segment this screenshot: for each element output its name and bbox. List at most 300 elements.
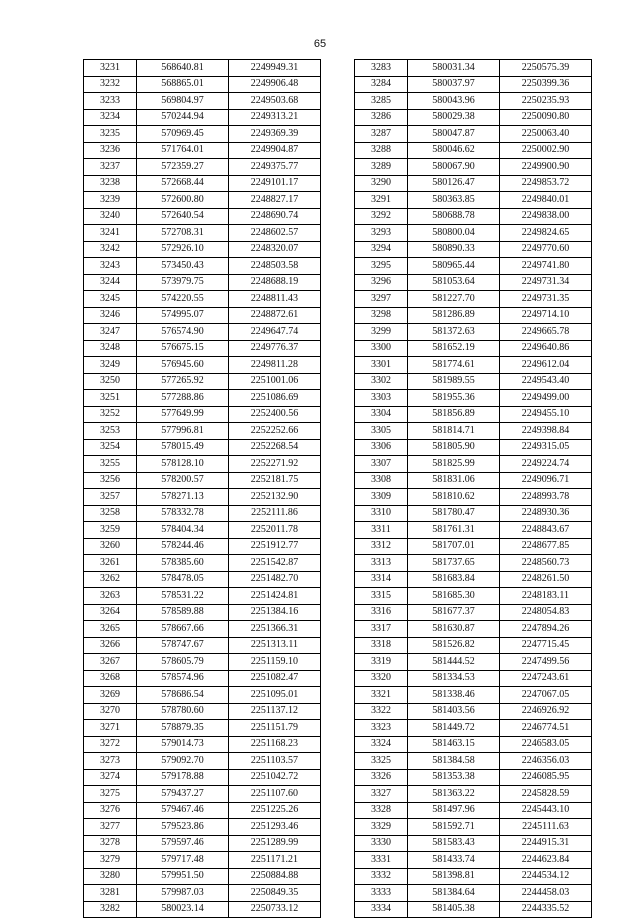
y-coordinate-cell: 2249949.31	[229, 60, 321, 77]
point-number-cell: 3322	[355, 703, 408, 720]
point-number-cell: 3327	[355, 786, 408, 803]
point-number-cell: 3324	[355, 736, 408, 753]
y-coordinate-cell: 2248677.85	[500, 538, 592, 555]
point-number-cell: 3269	[84, 687, 137, 704]
point-number-cell: 3242	[84, 241, 137, 258]
point-number-cell: 3308	[355, 472, 408, 489]
y-coordinate-cell: 2249096.71	[500, 472, 592, 489]
table-row	[84, 291, 321, 308]
y-coordinate-cell: 2252252.66	[229, 423, 321, 440]
point-number-cell: 3314	[355, 571, 408, 588]
point-number-cell: 3283	[355, 60, 408, 77]
y-coordinate-cell: 2249731.34	[500, 274, 592, 291]
point-number-cell: 3264	[84, 604, 137, 621]
point-number-cell: 3256	[84, 472, 137, 489]
table-row	[355, 274, 592, 291]
point-number-cell: 3276	[84, 802, 137, 819]
point-number-cell: 3320	[355, 670, 408, 687]
x-coordinate-cell: 577265.92	[137, 373, 229, 390]
x-coordinate-cell: 576945.60	[137, 357, 229, 374]
table-row	[84, 208, 321, 225]
table-row	[84, 736, 321, 753]
point-number-cell: 3318	[355, 637, 408, 654]
point-number-cell: 3328	[355, 802, 408, 819]
point-number-cell: 3252	[84, 406, 137, 423]
y-coordinate-cell: 2244623.84	[500, 852, 592, 869]
y-coordinate-cell: 2249224.74	[500, 456, 592, 473]
point-number-cell: 3254	[84, 439, 137, 456]
table-row	[84, 109, 321, 126]
x-coordinate-cell: 580688.78	[408, 208, 500, 225]
table-row	[84, 604, 321, 621]
x-coordinate-cell: 578879.35	[137, 720, 229, 737]
point-number-cell: 3257	[84, 489, 137, 506]
point-number-cell: 3278	[84, 835, 137, 852]
y-coordinate-cell: 2250090.80	[500, 109, 592, 126]
x-coordinate-cell: 581810.62	[408, 489, 500, 506]
table-row	[84, 670, 321, 687]
point-number-cell: 3297	[355, 291, 408, 308]
y-coordinate-cell: 2249770.60	[500, 241, 592, 258]
y-coordinate-cell: 2247894.26	[500, 621, 592, 638]
y-coordinate-cell: 2251103.57	[229, 753, 321, 770]
x-coordinate-cell: 581583.43	[408, 835, 500, 852]
point-number-cell: 3281	[84, 885, 137, 902]
table-row	[84, 588, 321, 605]
table-row	[84, 703, 321, 720]
y-coordinate-cell: 2248320.07	[229, 241, 321, 258]
x-coordinate-cell: 581805.90	[408, 439, 500, 456]
x-coordinate-cell: 573979.75	[137, 274, 229, 291]
y-coordinate-cell: 2250575.39	[500, 60, 592, 77]
table-row	[355, 637, 592, 654]
x-coordinate-cell: 578574.96	[137, 670, 229, 687]
y-coordinate-cell: 2249776.37	[229, 340, 321, 357]
point-number-cell: 3293	[355, 225, 408, 242]
point-number-cell: 3244	[84, 274, 137, 291]
y-coordinate-cell: 2252181.75	[229, 472, 321, 489]
x-coordinate-cell: 572668.44	[137, 175, 229, 192]
x-coordinate-cell: 568640.81	[137, 60, 229, 77]
point-number-cell: 3301	[355, 357, 408, 374]
point-number-cell: 3261	[84, 555, 137, 572]
table-row	[84, 720, 321, 737]
point-number-cell: 3307	[355, 456, 408, 473]
y-coordinate-cell: 2244915.31	[500, 835, 592, 852]
table-row	[84, 654, 321, 671]
y-coordinate-cell: 2246774.51	[500, 720, 592, 737]
point-number-cell: 3273	[84, 753, 137, 770]
table-row	[355, 76, 592, 93]
y-coordinate-cell: 2249499.00	[500, 390, 592, 407]
table-row	[355, 456, 592, 473]
table-row	[84, 852, 321, 869]
y-coordinate-cell: 2251171.21	[229, 852, 321, 869]
point-number-cell: 3289	[355, 159, 408, 176]
y-coordinate-cell: 2249714.10	[500, 307, 592, 324]
x-coordinate-cell: 581761.31	[408, 522, 500, 539]
y-coordinate-cell: 2246085.95	[500, 769, 592, 786]
x-coordinate-cell: 580031.34	[408, 60, 500, 77]
x-coordinate-cell: 578404.34	[137, 522, 229, 539]
point-number-cell: 3332	[355, 868, 408, 885]
point-number-cell: 3315	[355, 588, 408, 605]
point-number-cell: 3291	[355, 192, 408, 209]
coordinate-table-right	[354, 59, 592, 918]
y-coordinate-cell: 2249647.74	[229, 324, 321, 341]
x-coordinate-cell: 580046.62	[408, 142, 500, 159]
y-coordinate-cell: 2246356.03	[500, 753, 592, 770]
y-coordinate-cell: 2251424.81	[229, 588, 321, 605]
table-row	[84, 126, 321, 143]
table-row	[355, 291, 592, 308]
point-number-cell: 3311	[355, 522, 408, 539]
y-coordinate-cell: 2244335.52	[500, 901, 592, 918]
point-number-cell: 3271	[84, 720, 137, 737]
x-coordinate-cell: 578686.54	[137, 687, 229, 704]
x-coordinate-cell: 581677.37	[408, 604, 500, 621]
y-coordinate-cell: 2248183.11	[500, 588, 592, 605]
table-row	[355, 357, 592, 374]
point-number-cell: 3266	[84, 637, 137, 654]
y-coordinate-cell: 2251159.10	[229, 654, 321, 671]
table-row	[355, 307, 592, 324]
y-coordinate-cell: 2248930.36	[500, 505, 592, 522]
table-row	[355, 192, 592, 209]
x-coordinate-cell: 581444.52	[408, 654, 500, 671]
point-number-cell: 3277	[84, 819, 137, 836]
point-number-cell: 3260	[84, 538, 137, 555]
table-row	[355, 142, 592, 159]
point-number-cell: 3284	[355, 76, 408, 93]
point-number-cell: 3326	[355, 769, 408, 786]
x-coordinate-cell: 581707.01	[408, 538, 500, 555]
x-coordinate-cell: 580890.33	[408, 241, 500, 258]
y-coordinate-cell: 2248872.61	[229, 307, 321, 324]
point-number-cell: 3316	[355, 604, 408, 621]
point-number-cell: 3331	[355, 852, 408, 869]
x-coordinate-cell: 572600.80	[137, 192, 229, 209]
table-row	[84, 192, 321, 209]
point-number-cell: 3309	[355, 489, 408, 506]
point-number-cell: 3274	[84, 769, 137, 786]
table-row	[355, 786, 592, 803]
point-number-cell: 3247	[84, 324, 137, 341]
x-coordinate-cell: 581227.70	[408, 291, 500, 308]
x-coordinate-cell: 581497.96	[408, 802, 500, 819]
table-row	[84, 142, 321, 159]
y-coordinate-cell: 2249369.39	[229, 126, 321, 143]
x-coordinate-cell: 581683.84	[408, 571, 500, 588]
point-number-cell: 3245	[84, 291, 137, 308]
point-number-cell: 3251	[84, 390, 137, 407]
point-number-cell: 3246	[84, 307, 137, 324]
x-coordinate-cell: 578589.88	[137, 604, 229, 621]
point-number-cell: 3248	[84, 340, 137, 357]
y-coordinate-cell: 2244534.12	[500, 868, 592, 885]
table-row	[355, 687, 592, 704]
x-coordinate-cell: 579523.86	[137, 819, 229, 836]
table-row	[84, 406, 321, 423]
y-coordinate-cell: 2249824.65	[500, 225, 592, 242]
x-coordinate-cell: 574220.55	[137, 291, 229, 308]
table-row	[84, 439, 321, 456]
y-coordinate-cell: 2251168.23	[229, 736, 321, 753]
y-coordinate-cell: 2250849.35	[229, 885, 321, 902]
y-coordinate-cell: 2251042.72	[229, 769, 321, 786]
x-coordinate-cell: 581592.71	[408, 819, 500, 836]
table-row	[355, 241, 592, 258]
table-row	[84, 901, 321, 918]
x-coordinate-cell: 580037.97	[408, 76, 500, 93]
x-coordinate-cell: 581334.53	[408, 670, 500, 687]
y-coordinate-cell: 2251095.01	[229, 687, 321, 704]
table-row	[84, 555, 321, 572]
x-coordinate-cell: 577288.86	[137, 390, 229, 407]
y-coordinate-cell: 2247243.61	[500, 670, 592, 687]
y-coordinate-cell: 2251137.12	[229, 703, 321, 720]
x-coordinate-cell: 578385.60	[137, 555, 229, 572]
point-number-cell: 3305	[355, 423, 408, 440]
y-coordinate-cell: 2245443.10	[500, 802, 592, 819]
point-number-cell: 3302	[355, 373, 408, 390]
table-row	[84, 390, 321, 407]
table-row	[355, 736, 592, 753]
y-coordinate-cell: 2249455.10	[500, 406, 592, 423]
point-number-cell: 3233	[84, 93, 137, 110]
table-row	[84, 505, 321, 522]
y-coordinate-cell: 2251107.60	[229, 786, 321, 803]
x-coordinate-cell: 581814.71	[408, 423, 500, 440]
y-coordinate-cell: 2249101.17	[229, 175, 321, 192]
x-coordinate-cell: 581363.22	[408, 786, 500, 803]
x-coordinate-cell: 576675.15	[137, 340, 229, 357]
table-row	[84, 786, 321, 803]
x-coordinate-cell: 581652.19	[408, 340, 500, 357]
table-row	[355, 373, 592, 390]
x-coordinate-cell: 569804.97	[137, 93, 229, 110]
x-coordinate-cell: 581353.38	[408, 769, 500, 786]
point-number-cell: 3310	[355, 505, 408, 522]
point-number-cell: 3240	[84, 208, 137, 225]
x-coordinate-cell: 581405.38	[408, 901, 500, 918]
table-row	[355, 505, 592, 522]
y-coordinate-cell: 2250733.12	[229, 901, 321, 918]
x-coordinate-cell: 581989.55	[408, 373, 500, 390]
point-number-cell: 3231	[84, 60, 137, 77]
x-coordinate-cell: 578244.46	[137, 538, 229, 555]
y-coordinate-cell: 2249315.05	[500, 439, 592, 456]
point-number-cell: 3272	[84, 736, 137, 753]
x-coordinate-cell: 578780.60	[137, 703, 229, 720]
x-coordinate-cell: 581774.61	[408, 357, 500, 374]
x-coordinate-cell: 581463.15	[408, 736, 500, 753]
table-row	[84, 274, 321, 291]
point-number-cell: 3232	[84, 76, 137, 93]
x-coordinate-cell: 581433.74	[408, 852, 500, 869]
x-coordinate-cell: 581449.72	[408, 720, 500, 737]
y-coordinate-cell: 2245111.63	[500, 819, 592, 836]
x-coordinate-cell: 581831.06	[408, 472, 500, 489]
point-number-cell: 3285	[355, 93, 408, 110]
x-coordinate-cell: 577996.81	[137, 423, 229, 440]
point-number-cell: 3279	[84, 852, 137, 869]
table-row	[355, 835, 592, 852]
x-coordinate-cell: 574995.07	[137, 307, 229, 324]
y-coordinate-cell: 2250063.40	[500, 126, 592, 143]
x-coordinate-cell: 581398.81	[408, 868, 500, 885]
table-row	[84, 423, 321, 440]
point-number-cell: 3280	[84, 868, 137, 885]
point-number-cell: 3294	[355, 241, 408, 258]
table-row	[84, 456, 321, 473]
table-row	[355, 852, 592, 869]
y-coordinate-cell: 2248261.50	[500, 571, 592, 588]
point-number-cell: 3317	[355, 621, 408, 638]
table-row	[84, 357, 321, 374]
point-number-cell: 3312	[355, 538, 408, 555]
table-row	[355, 571, 592, 588]
x-coordinate-cell: 581526.82	[408, 637, 500, 654]
y-coordinate-cell: 2248690.74	[229, 208, 321, 225]
point-number-cell: 3319	[355, 654, 408, 671]
table-row	[355, 670, 592, 687]
x-coordinate-cell: 578667.66	[137, 621, 229, 638]
table-row	[355, 208, 592, 225]
table-row	[84, 159, 321, 176]
x-coordinate-cell: 578332.78	[137, 505, 229, 522]
table-row	[355, 901, 592, 918]
y-coordinate-cell: 2249612.04	[500, 357, 592, 374]
point-number-cell: 3267	[84, 654, 137, 671]
table-row	[84, 324, 321, 341]
y-coordinate-cell: 2249503.68	[229, 93, 321, 110]
point-number-cell: 3304	[355, 406, 408, 423]
y-coordinate-cell: 2248688.19	[229, 274, 321, 291]
x-coordinate-cell: 581384.64	[408, 885, 500, 902]
x-coordinate-cell: 581384.58	[408, 753, 500, 770]
y-coordinate-cell: 2251001.06	[229, 373, 321, 390]
table-row	[355, 109, 592, 126]
table-row	[84, 307, 321, 324]
y-coordinate-cell: 2250002.90	[500, 142, 592, 159]
x-coordinate-cell: 568865.01	[137, 76, 229, 93]
y-coordinate-cell: 2249853.72	[500, 175, 592, 192]
x-coordinate-cell: 578478.05	[137, 571, 229, 588]
table-row	[355, 225, 592, 242]
x-coordinate-cell: 580023.14	[137, 901, 229, 918]
table-row	[84, 373, 321, 390]
table-row	[84, 753, 321, 770]
y-coordinate-cell: 2247067.05	[500, 687, 592, 704]
point-number-cell: 3259	[84, 522, 137, 539]
table-row	[355, 472, 592, 489]
point-number-cell: 3288	[355, 142, 408, 159]
table-row	[355, 654, 592, 671]
point-number-cell: 3295	[355, 258, 408, 275]
table-row	[84, 637, 321, 654]
table-row	[84, 258, 321, 275]
y-coordinate-cell: 2244458.03	[500, 885, 592, 902]
y-coordinate-cell: 2249904.87	[229, 142, 321, 159]
y-coordinate-cell: 2251082.47	[229, 670, 321, 687]
point-number-cell: 3250	[84, 373, 137, 390]
table-row	[355, 522, 592, 539]
point-number-cell: 3270	[84, 703, 137, 720]
y-coordinate-cell: 2250235.93	[500, 93, 592, 110]
y-coordinate-cell: 2249375.77	[229, 159, 321, 176]
y-coordinate-cell: 2251384.16	[229, 604, 321, 621]
y-coordinate-cell: 2251086.69	[229, 390, 321, 407]
table-row	[355, 588, 592, 605]
y-coordinate-cell: 2245828.59	[500, 786, 592, 803]
x-coordinate-cell: 579467.46	[137, 802, 229, 819]
point-number-cell: 3290	[355, 175, 408, 192]
y-coordinate-cell: 2251293.46	[229, 819, 321, 836]
y-coordinate-cell: 2252268.54	[229, 439, 321, 456]
table-row	[355, 175, 592, 192]
point-number-cell: 3306	[355, 439, 408, 456]
x-coordinate-cell: 581372.63	[408, 324, 500, 341]
point-number-cell: 3282	[84, 901, 137, 918]
point-number-cell: 3303	[355, 390, 408, 407]
table-row	[84, 769, 321, 786]
y-coordinate-cell: 2248843.67	[500, 522, 592, 539]
table-row	[84, 60, 321, 77]
point-number-cell: 3334	[355, 901, 408, 918]
y-coordinate-cell: 2249731.35	[500, 291, 592, 308]
table-row	[84, 76, 321, 93]
y-coordinate-cell: 2248503.58	[229, 258, 321, 275]
table-row	[355, 489, 592, 506]
x-coordinate-cell: 578200.57	[137, 472, 229, 489]
x-coordinate-cell: 579987.03	[137, 885, 229, 902]
table-row	[355, 621, 592, 638]
table-row	[355, 159, 592, 176]
point-number-cell: 3234	[84, 109, 137, 126]
table-row	[355, 258, 592, 275]
x-coordinate-cell: 580043.96	[408, 93, 500, 110]
table-row	[355, 885, 592, 902]
page-number: 65	[313, 38, 327, 50]
x-coordinate-cell: 579014.73	[137, 736, 229, 753]
x-coordinate-cell: 581338.46	[408, 687, 500, 704]
point-number-cell: 3235	[84, 126, 137, 143]
x-coordinate-cell: 581630.87	[408, 621, 500, 638]
x-coordinate-cell: 581053.64	[408, 274, 500, 291]
y-coordinate-cell: 2249900.90	[500, 159, 592, 176]
point-number-cell: 3275	[84, 786, 137, 803]
y-coordinate-cell: 2248560.73	[500, 555, 592, 572]
y-coordinate-cell: 2246926.92	[500, 703, 592, 720]
x-coordinate-cell: 580029.38	[408, 109, 500, 126]
table-row	[355, 720, 592, 737]
point-number-cell: 3243	[84, 258, 137, 275]
x-coordinate-cell: 581286.89	[408, 307, 500, 324]
table-row	[355, 406, 592, 423]
table-row	[84, 340, 321, 357]
x-coordinate-cell: 580965.44	[408, 258, 500, 275]
point-number-cell: 3287	[355, 126, 408, 143]
point-number-cell: 3262	[84, 571, 137, 588]
y-coordinate-cell: 2247715.45	[500, 637, 592, 654]
y-coordinate-cell: 2251366.31	[229, 621, 321, 638]
point-number-cell: 3263	[84, 588, 137, 605]
point-number-cell: 3299	[355, 324, 408, 341]
x-coordinate-cell: 570969.45	[137, 126, 229, 143]
table-row	[84, 522, 321, 539]
x-coordinate-cell: 581856.89	[408, 406, 500, 423]
